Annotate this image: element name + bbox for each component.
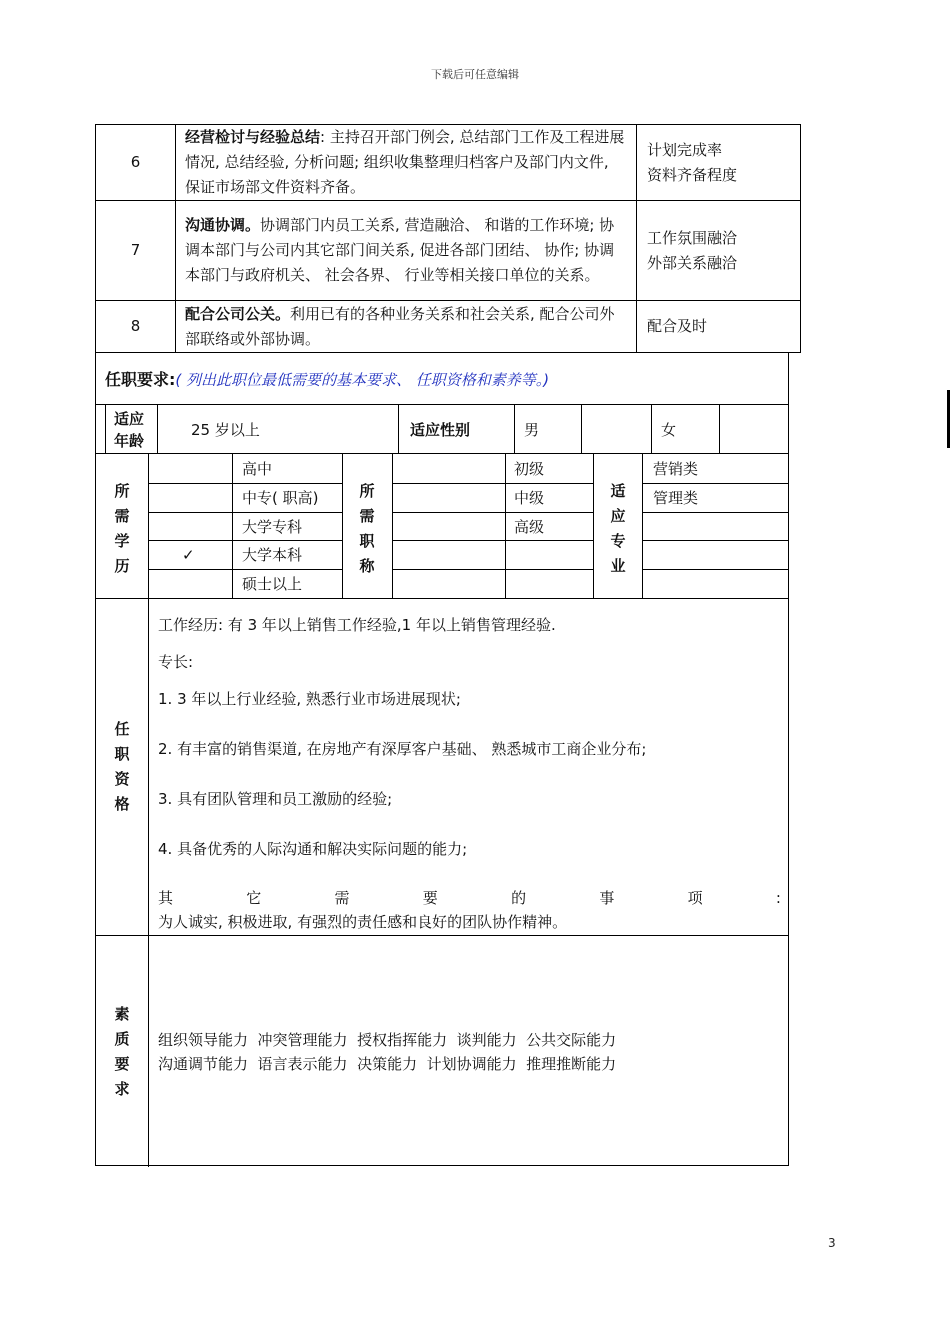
quality-line-2: 沟通调节能力 语言表示能力 决策能力 计划协调能力 推理推断能力 bbox=[158, 1055, 617, 1073]
major-label: 适 应 专 业 bbox=[610, 482, 626, 575]
duties-table bbox=[95, 124, 801, 353]
duty-kpi-1: 计划完成率 bbox=[647, 140, 723, 159]
duty-row bbox=[96, 301, 801, 353]
duty-kpi-1: 配合及时 bbox=[647, 317, 708, 335]
age-label-1: 适应 bbox=[114, 410, 145, 428]
duty-row bbox=[96, 201, 801, 301]
duty-kpi-1: 工作氛围融洽 bbox=[647, 228, 738, 247]
education-option: 大学本科 bbox=[242, 546, 303, 564]
other-matters-text: 为人诚实, 积极进取, 有强烈的责任感和良好的团队协作精神。 bbox=[158, 913, 568, 931]
duty-kpi-2: 外部关系融洽 bbox=[647, 253, 738, 272]
duty-kpi bbox=[637, 301, 801, 353]
major-option: 营销类 bbox=[653, 460, 699, 478]
education-option: 硕士以上 bbox=[242, 575, 303, 593]
duty-description bbox=[176, 201, 637, 301]
duty-separator: : bbox=[320, 128, 330, 146]
page-number: 3 bbox=[828, 1236, 836, 1250]
duty-body: 主持召开部门例会, 总结部门工作及工程进展情况, 总结经验, 分析问题; 组织收集整理归档客户及部门内文件, 保证市场部文件资料齐备。 bbox=[185, 128, 625, 196]
title-rank-option: 初级 bbox=[514, 460, 545, 478]
other-matters-label: 其 它 需 要 的 事 项 : bbox=[158, 889, 781, 907]
education-label: 所 需 学 历 bbox=[114, 482, 130, 575]
page-header: 下载后可任意编辑 bbox=[431, 68, 519, 81]
gender-female: 女 bbox=[661, 421, 677, 439]
duty-kpi bbox=[637, 125, 801, 201]
duty-kpi-2: 资料齐备程度 bbox=[647, 165, 738, 184]
title-rank-option: 高级 bbox=[514, 518, 545, 536]
requirements-title: 任职要求: bbox=[105, 370, 176, 389]
work-experience: 工作经历: 有 3 年以上销售工作经验,1 年以上销售管理经验. bbox=[158, 616, 556, 634]
specialty-item: 1. 3 年以上行业经验, 熟悉行业市场进展现状; bbox=[158, 690, 461, 708]
qualification-label: 任 职 资 格 bbox=[114, 720, 130, 813]
education-option: 高中 bbox=[242, 460, 273, 478]
requirements-heading bbox=[105, 369, 549, 391]
duty-title: 沟通协调。 bbox=[185, 216, 261, 234]
education-check: ✓ bbox=[182, 546, 195, 564]
education-option: 大学专科 bbox=[242, 518, 303, 536]
requirements-table bbox=[95, 352, 789, 1166]
title-rank-option: 中级 bbox=[514, 489, 545, 507]
duty-number: 8 bbox=[96, 301, 176, 353]
duty-number: 6 bbox=[96, 125, 176, 201]
specialty-item: 2. 有丰富的销售渠道, 在房地产有深厚客户基础、 熟悉城市工商企业分布; bbox=[158, 740, 647, 758]
duty-body: 利用已有的各种业务关系和社会关系, 配合公司外部联络或外部协调。 bbox=[185, 304, 615, 348]
quality-label: 素 质 要 求 bbox=[114, 1005, 130, 1098]
age-value: 25 岁以上 bbox=[191, 421, 260, 439]
duty-body: 协调部门内员工关系, 营造融洽、 和谐的工作环境; 协调本部门与公司内其它部门间关系, 促进各部门团结、 协作; 协调本部门与政府机关、 社会各界、 行业等相关接口单位的关系。 bbox=[185, 216, 615, 284]
duty-number: 7 bbox=[96, 201, 176, 301]
gender-male: 男 bbox=[524, 421, 540, 439]
specialty-label: 专长: bbox=[158, 653, 194, 671]
duty-row bbox=[96, 125, 801, 201]
title-rank-label: 所 需 职 称 bbox=[359, 482, 375, 575]
gender-label: 适应性别 bbox=[410, 421, 471, 439]
major-option: 管理类 bbox=[653, 489, 699, 507]
specialty-item: 3. 具有团队管理和员工激励的经验; bbox=[158, 790, 393, 808]
specialty-item: 4. 具备优秀的人际沟通和解决实际问题的能力; bbox=[158, 840, 468, 858]
duty-kpi bbox=[637, 201, 801, 301]
age-label-2: 年龄 bbox=[114, 432, 145, 450]
quality-line-1: 组织领导能力 冲突管理能力 授权指挥能力 谈判能力 公共交际能力 bbox=[158, 1031, 617, 1049]
education-option: 中专( 职高) bbox=[242, 489, 319, 507]
requirements-hint: ( 列出此职位最低需要的基本要求、 任职资格和素养等。) bbox=[175, 371, 550, 389]
duty-title: 经营检讨与经验总结 bbox=[185, 128, 321, 146]
duty-description bbox=[176, 125, 637, 201]
duty-title: 配合公司公关。 bbox=[185, 304, 291, 323]
duty-description bbox=[176, 301, 637, 353]
